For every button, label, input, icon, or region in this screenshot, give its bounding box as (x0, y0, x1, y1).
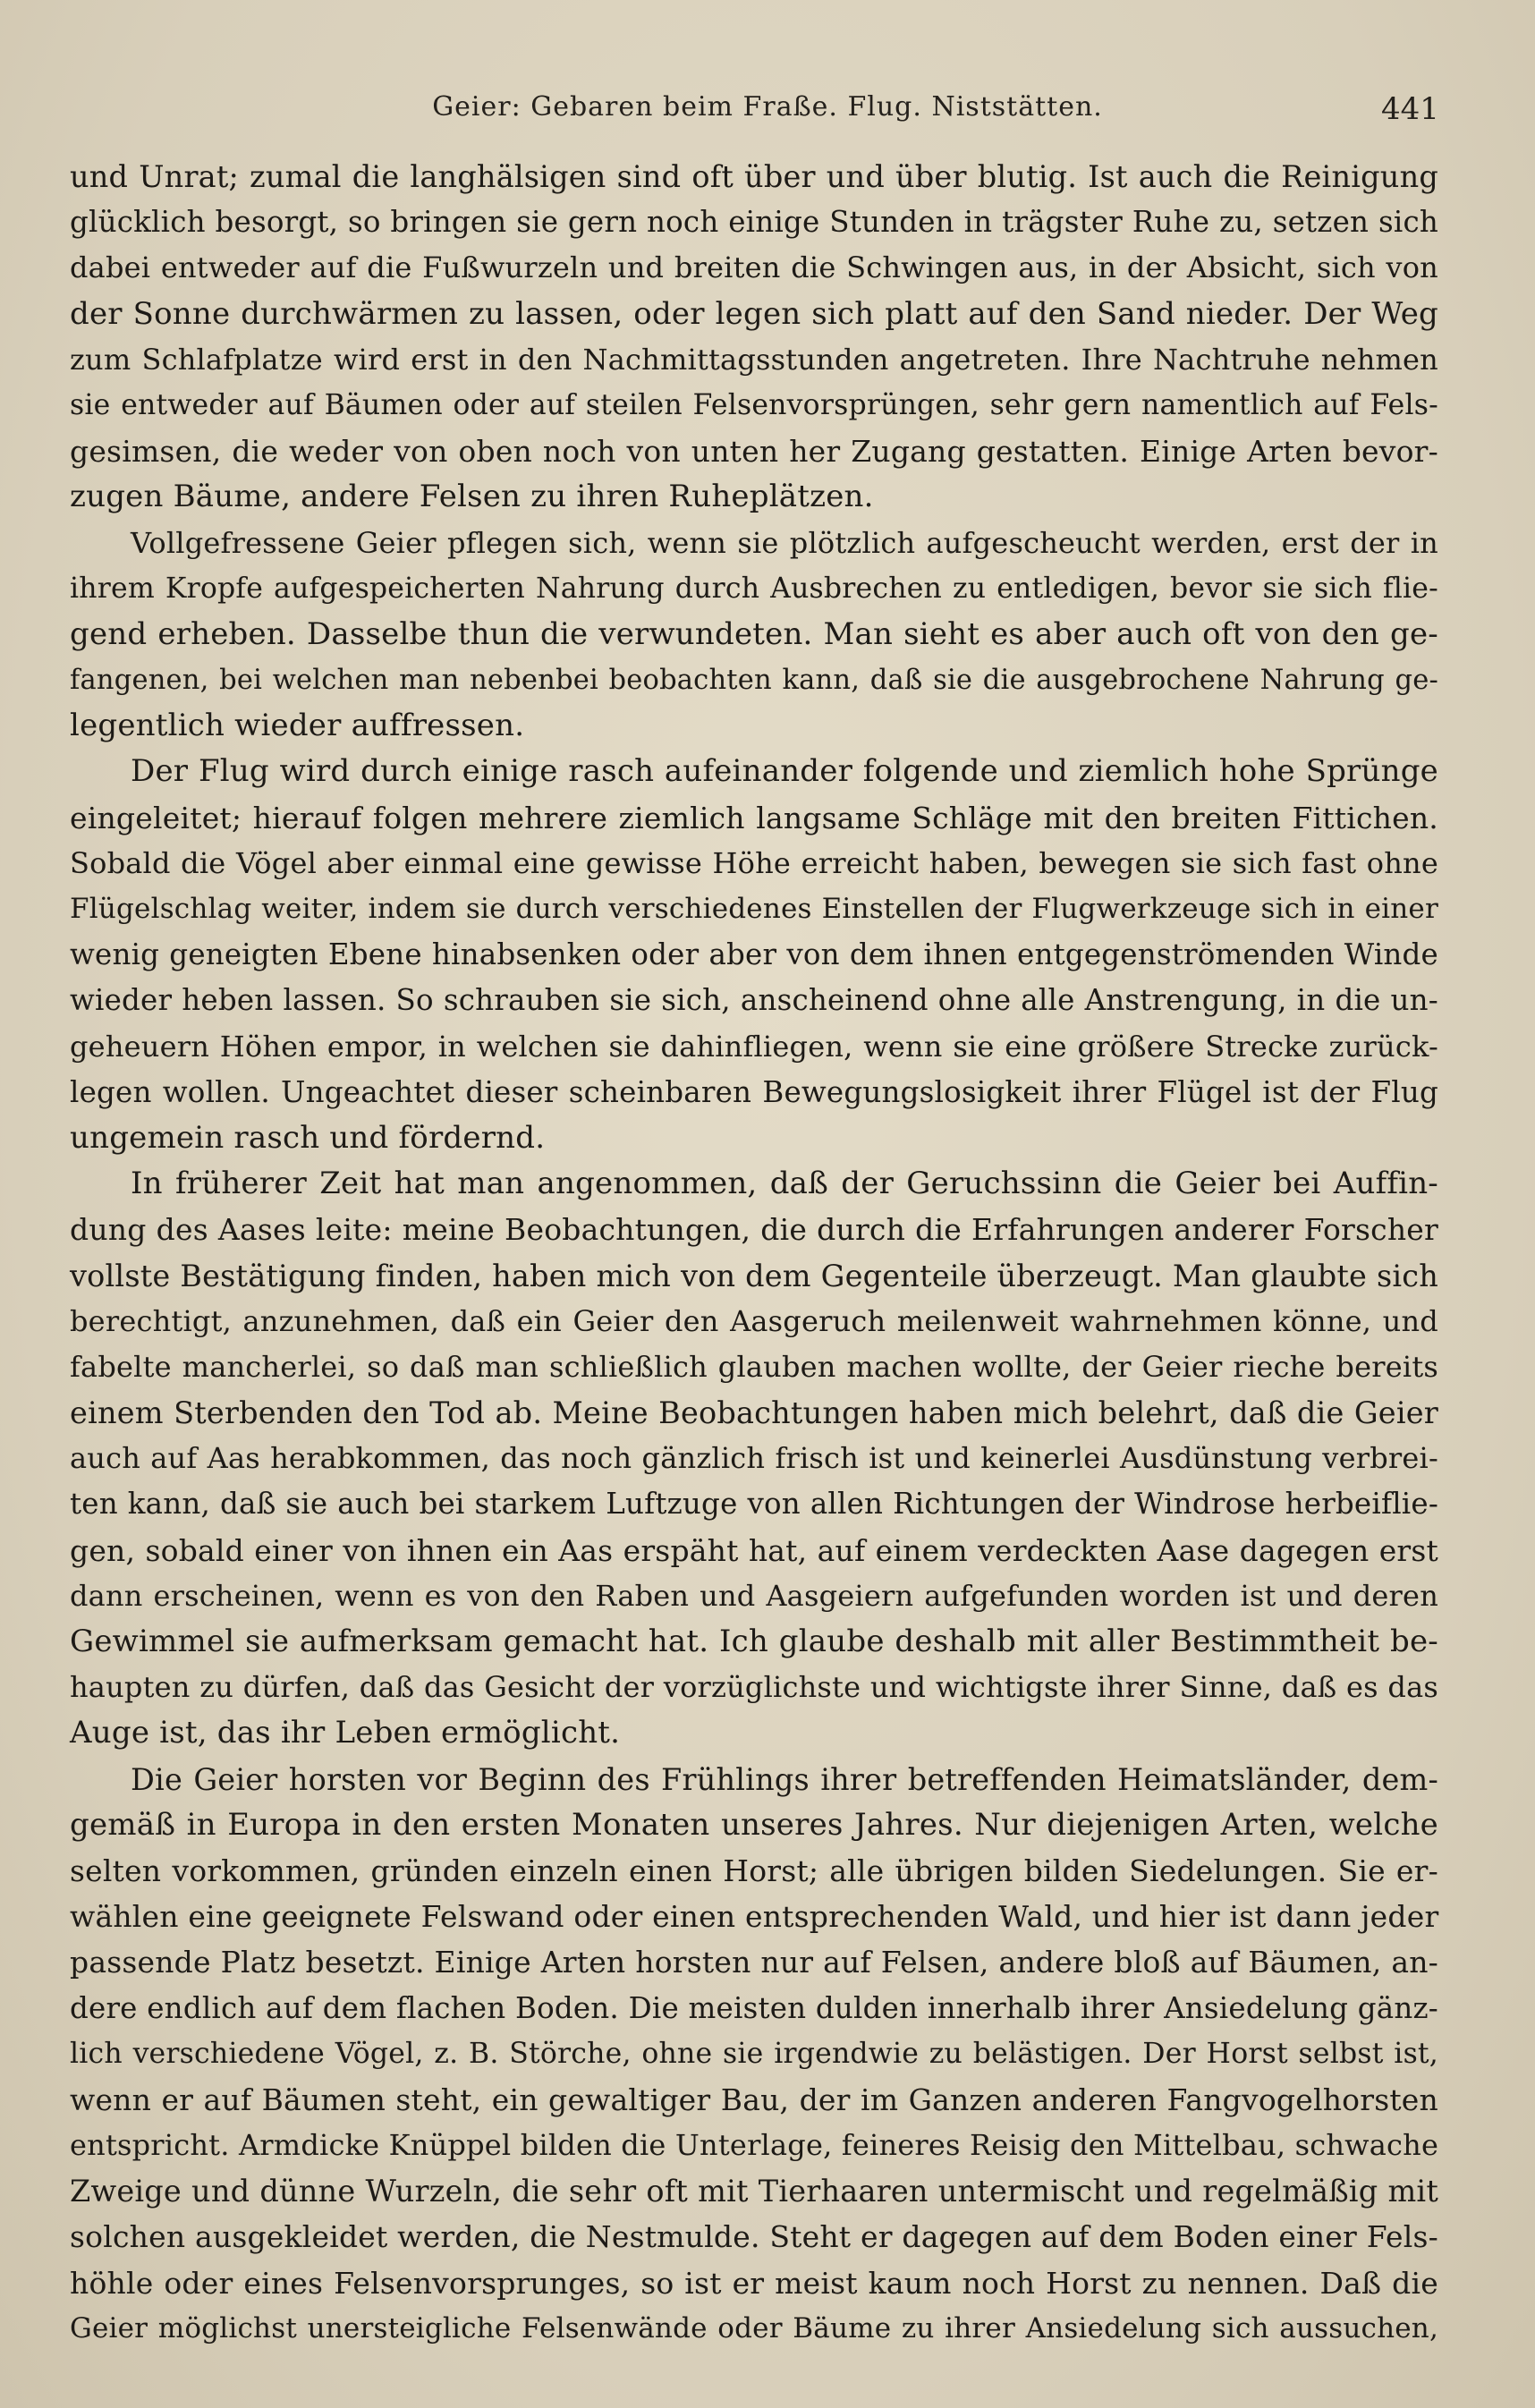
text-line: Gewimmel sie aufmerksam gemacht hat. Ich glaube deshalb mit aller Bestimmtheit be- (70, 1624, 1438, 1659)
text-line: zum Schlafplatze wird erst in den Nachmittagsstunden angetreten. Ihre Nachtruhe nehmen (70, 342, 1438, 377)
text-line: zugen Bäume, andere Felsen zu ihren Ruheplätzen. (70, 479, 874, 515)
text-line: Die Geier horsten vor Beginn des Frühlings ihrer betreffenden Heimatsländer, dem- (131, 1761, 1438, 1797)
text-line: ten kann, daß sie auch bei starkem Luftzuge von allen Richtungen der Windrose herbeiflie- (70, 1487, 1438, 1522)
text-line: passende Platz besetzt. Einige Arten horsten nur auf Felsen, andere bloß auf Bäumen, an- (70, 1945, 1438, 1980)
text-line: dabei entweder auf die Fußwurzeln und breiten die Schwingen aus, in der Absicht, sich von (70, 250, 1438, 285)
running-title: Geier: Gebaren beim Fraße. Flug. Niststätten. (432, 91, 1103, 123)
text-line: berechtigt, anzunehmen, daß ein Geier den Aasgeruch meilenweit wahrnehmen könne, und (70, 1303, 1438, 1338)
text-line: gen, sobald einer von ihnen ein Aas erspäht hat, auf einem verdeckten Aase dagegen erst (70, 1532, 1438, 1568)
paragraph-4 (70, 1161, 1438, 1756)
text-line: ungemein rasch und fördernd. (70, 1119, 546, 1156)
text-line: solchen ausgekleidet werden, die Nestmulde. Steht er dagegen auf dem Boden einer Fels- (70, 2219, 1438, 2255)
paragraph-3 (70, 749, 1438, 1161)
text-line: dann erscheinen, wenn es von den Raben und Aasgeiern aufgefunden worden ist und deren (70, 1578, 1438, 1613)
running-head (0, 82, 1535, 136)
text-line: gend erheben. Dasselbe thun die verwundeten. Man sieht es aber auch oft von den ge- (70, 615, 1438, 652)
text-line: wieder heben lassen. So schrauben sie sich, anscheinend ohne alle Anstrengung, in die un- (70, 983, 1438, 1018)
text-line: gesimsen, die weder von oben noch von unten her Zugang gestatten. Einige Arten bevor- (70, 434, 1438, 470)
text-line: Geier möglichst unersteigliche Felsenwände oder Bäume zu ihrer Ansiedelung sich aussuchen, (70, 2311, 1438, 2344)
text-line: legen wollen. Ungeachtet dieser scheinbaren Bewegungslosigkeit ihrer Flügel ist der Flug (70, 1074, 1438, 1109)
text-line: selten vorkommen, gründen einzeln einen Horst; alle übrigen bilden Siedelungen. Sie er- (70, 1853, 1438, 1888)
text-line: lich verschiedene Vögel, z. B. Störche, ohne sie irgendwie zu belästigen. Der Horst selbst ist, (70, 2037, 1438, 2070)
paragraph-2 (70, 521, 1438, 750)
text-line: haupten zu dürfen, daß das Gesicht der vorzüglichste und wichtigste ihrer Sinne, daß es das (70, 1670, 1438, 1705)
text-line: sie entweder auf Bäumen oder auf steilen Felsenvorsprüngen, sehr gern namentlich auf Fels- (70, 388, 1438, 421)
text-line: wenn er auf Bäumen steht, ein gewaltiger Bau, der im Ganzen anderen Fangvogelhorsten (70, 2082, 1438, 2117)
body-text (70, 154, 1438, 2352)
text-line: vollste Bestätigung finden, haben mich von dem Gegenteile überzeugt. Man glaubte sich (70, 1258, 1438, 1293)
text-line: legentlich wieder auffressen. (70, 708, 525, 744)
text-line: Sobald die Vögel aber einmal eine gewisse Höhe erreicht haben, bewegen sie sich fast ohne (70, 845, 1438, 880)
text-line: geheuern Höhen empor, in welchen sie dahinfliegen, wenn sie eine größere Strecke zurück- (70, 1029, 1438, 1064)
text-line: In früherer Zeit hat man angenommen, daß der Geruchssinn die Geier bei Auffin- (131, 1166, 1438, 1202)
text-line: wenig geneigten Ebene hinabsenken oder aber von dem ihnen entgegenströmenden Winde (70, 937, 1438, 972)
text-line: der Sonne durchwärmen zu lassen, oder legen sich platt auf den Sand nieder. Der Weg (70, 295, 1438, 332)
text-line: fangenen, bei welchen man nebenbei beobachten kann, daß sie die ausgebrochene Nahrung ge- (70, 665, 1438, 697)
text-line: gemäß in Europa in den ersten Monaten unseres Jahres. Nur diejenigen Arten, welche (70, 1806, 1438, 1843)
text-line: entspricht. Armdicke Knüppel bilden die Unterlage, feineres Reisig den Mittelbau, schwache (70, 2128, 1439, 2163)
text-line: ihrem Kropfe aufgespeicherten Nahrung durch Ausbrechen zu entledigen, bevor sie sich flie- (70, 572, 1438, 605)
text-line: wählen eine geeignete Felswand oder einen entsprechenden Wald, und hier ist dann jeder (70, 1899, 1439, 1935)
text-line: Der Flug wird durch einige rasch aufeinander folgende und ziemlich hohe Sprünge (131, 753, 1438, 790)
text-line: dung des Aases leite: meine Beobachtungen, die durch die Erfahrungen anderer Forscher (70, 1212, 1438, 1248)
page-number: 441 (1381, 91, 1439, 127)
text-line: Flügelschlag weiter, indem sie durch verschiedenes Einstellen der Flugwerkzeuge sich in einer (70, 893, 1438, 925)
text-line: glücklich besorgt, so bringen sie gern noch einige Stunden in trägster Ruhe zu, setzen sich (70, 205, 1438, 240)
text-line: Zweige und dünne Wurzeln, die sehr oft mit Tierhaaren untermischt und regelmäßig mit (70, 2174, 1438, 2209)
text-line: auch auf Aas herabkommen, das noch gänzlich frisch ist und keinerlei Ausdünstung verbrei- (70, 1441, 1438, 1476)
text-line: einem Sterbenden den Tod ab. Meine Beobachtungen haben mich belehrt, daß die Geier (70, 1395, 1438, 1431)
text-line: dere endlich auf dem flachen Boden. Die meisten dulden innerhalb ihrer Ansiedelung gänz- (70, 1990, 1438, 2025)
paragraph-5 (70, 1757, 1438, 2352)
text-line: und Unrat; zumal die langhälsigen sind oft über und über blutig. Ist auch die Reinigung (70, 159, 1438, 194)
text-line: eingeleitet; hierauf folgen mehrere ziemlich langsame Schläge mit den breiten Fittichen. (70, 800, 1438, 835)
text-line: Auge ist, das ihr Leben ermöglicht. (70, 1715, 621, 1751)
paragraph-1 (70, 154, 1438, 521)
text-line: höhle oder eines Felsenvorsprunges, so ist er meist kaum noch Horst zu nennen. Daß die (70, 2265, 1438, 2301)
text-line: fabelte mancherlei, so daß man schließlich glauben machen wollte, der Geier rieche bereits (70, 1349, 1438, 1384)
text-line: Vollgefressene Geier pflegen sich, wenn sie plötzlich aufgescheucht werden, erst der in (131, 525, 1438, 560)
